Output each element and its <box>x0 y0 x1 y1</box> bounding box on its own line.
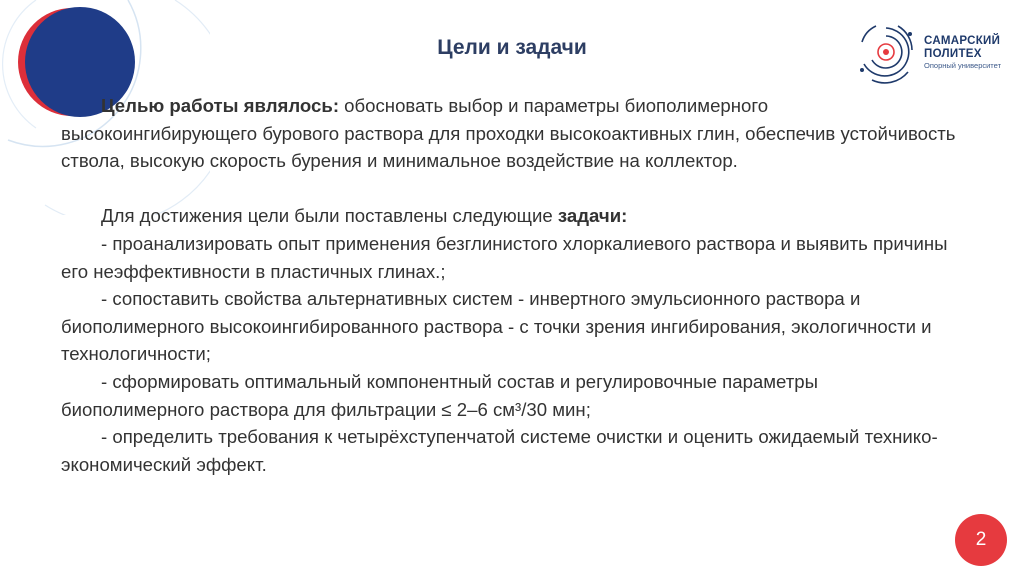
logo-text <box>924 36 1001 70</box>
task-item: - проанализировать опыт применения безглинистого хлоркалиевого раствора и выявить причины его неэффективности в пластичных глинах.; <box>61 232 948 282</box>
slide-title: Цели и задачи <box>437 36 587 59</box>
task-item: - сформировать оптимальный компонентный состав и регулировочные параметры биополимерного раствора для фильтрации ≤ 2–6 см³/30 мин; <box>61 370 818 420</box>
slide-body <box>61 92 961 478</box>
goal-label: Целью работы являлось: <box>101 95 340 116</box>
goal-paragraph <box>61 92 961 175</box>
task-item: - определить требования к четырёхступенчатой системе очистки и оценить ожидаемый технико-экономический эффект. <box>61 426 938 475</box>
page-number-badge: 2 <box>955 514 1007 566</box>
logo-line-3: Опорный университет <box>924 61 1002 70</box>
logo-line-1: САМАРСКИЙ <box>924 35 1001 47</box>
goal-text: обосновать выбор и параметры биополимерного высокоингибирующего бурового раствора для проходки высокоактивных глин, обеспечив устойчивость ствола, высокую скорость бурения и минимальное воздействие на коллектор. <box>61 95 956 172</box>
logo-line-2: ПОЛИТЕХ <box>924 47 982 60</box>
tasks-intro: Для достижения цели были поставлены следующие <box>101 205 558 227</box>
tasks-intro-paragraph <box>61 202 961 230</box>
task-item: - сопоставить свойства альтернативных систем - инвертного эмульсионного раствора и биополимерного высокоингибированного раствора - с точки зрения ингибирования, экологичности и технологичности; <box>61 288 932 365</box>
tasks-label: задачи: <box>557 205 628 227</box>
